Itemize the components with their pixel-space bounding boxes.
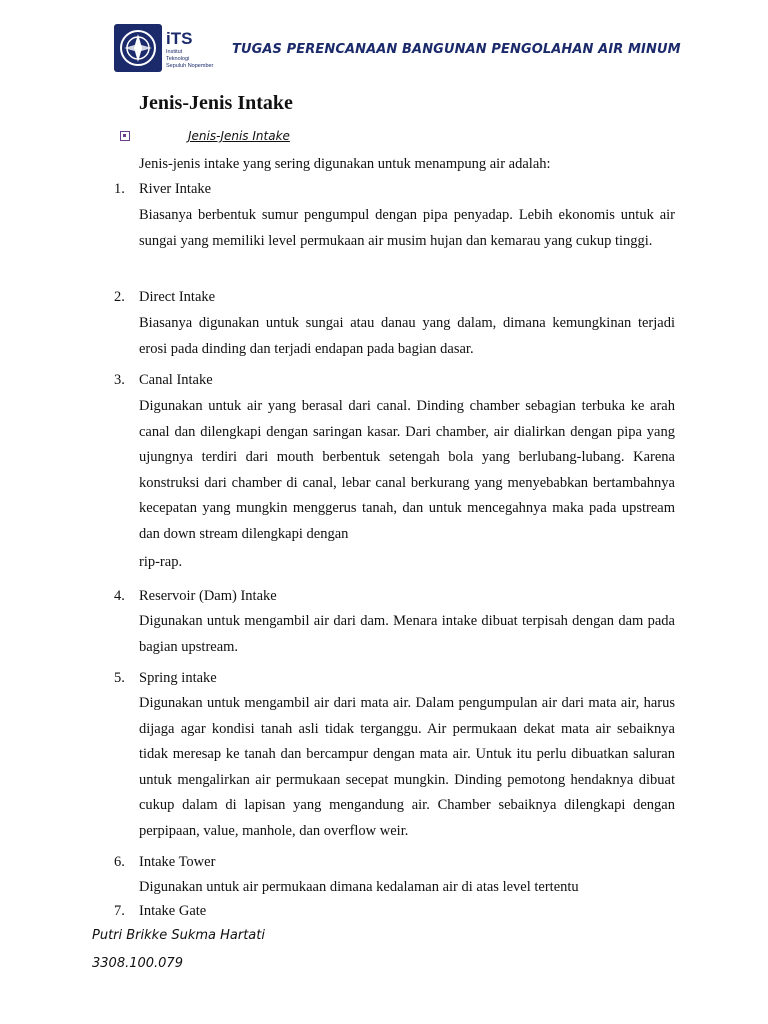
list-item-description: Digunakan untuk mengambil air dari dam. Menara intake dibuat terpisah dengan dam pada bagian upstream. — [139, 613, 675, 655]
section-heading-row — [117, 128, 417, 148]
list-item-title: 1. River Intake — [114, 181, 212, 197]
list-item-description: Biasanya berbentuk sumur pengumpul dengan pipa penyadap. Lebih ekonomis untuk air sungai yang memiliki level permukaan air musim hujan dan kemarau yang cukup tinggi. — [139, 207, 675, 249]
section-heading: Jenis-Jenis Intake — [188, 129, 290, 143]
footer-student-id: 3308.100.079 — [92, 956, 183, 971]
its-seal-icon — [112, 22, 222, 74]
list-item-title: 7. Intake Gate — [114, 903, 207, 919]
list-item-description: Digunakan untuk mengambil air dari mata air. Dalam pengumpulan air dari mata air, harus dijaga agar kondisi tanah asli tidak terganggu. Air permukaan dekat mata air sebaiknya tidak meresap ke tanah dan bercampur dengan mata air. Untuk itu perlu dibuatkan saluran untuk mengalirkan air permukaan secepat mungkin. Dinding pemotong hendaknya dibuat cukup dalam di lapisan yang mengandung air. Chamber sebaiknya dilengkapi dengan perpipaan, value, manhole, dan overflow weir. — [139, 695, 675, 839]
svg-text:Sepuluh Nopember: Sepuluh Nopember — [166, 63, 214, 69]
footer-author: Putri Brikke Sukma Hartati — [92, 928, 265, 943]
list-item-title: 2. Direct Intake — [114, 289, 216, 305]
svg-text:Institut: Institut — [166, 49, 183, 55]
list-item-description-continuation: rip-rap. — [139, 554, 183, 570]
list-item-title: 3. Canal Intake — [114, 372, 213, 388]
intro-text: Jenis-jenis intake yang sering digunakan untuk menampung air adalah: — [139, 156, 551, 172]
list-item-title: 6. Intake Tower — [114, 854, 216, 870]
logo-text: iTS — [166, 29, 193, 48]
list-item-description: Biasanya digunakan untuk sungai atau danau yang dalam, dimana kemungkinan terjadi erosi pada dinding dan terjadi endapan pada bagian dasar. — [139, 315, 675, 357]
page-title: Jenis-Jenis Intake — [139, 92, 293, 114]
list-item-description: Digunakan untuk air permukaan dimana kedalaman air di atas level tertentu — [139, 879, 579, 895]
list-item-title: 5. Spring intake — [114, 670, 217, 686]
its-logo — [112, 22, 222, 74]
svg-text:Teknologi: Teknologi — [166, 56, 190, 62]
list-item-description: Digunakan untuk air yang berasal dari canal. Dinding chamber sebagian terbuka ke arah canal dan dilengkapi dengan saringan kasar. Dari chamber, air dialirkan dengan pipa yang ujungnya terdiri dari mouth berbentuk setengah bola yang berlubang-lubang. Karena konstruksi dari chamber di canal, lebar canal berkurang yang menyebabkan bertambahnya kecepatan yang mungkin menggerus tanah, dan untuk mencegahnya maka pada upstream dan down stream dilengkapi dengan — [139, 398, 675, 542]
square-bullet-icon — [120, 131, 130, 141]
list-item-title: 4. Reservoir (Dam) Intake — [114, 588, 277, 604]
header-title: TUGAS PERENCANAAN BANGUNAN PENGOLAHAN AIR MINUM — [232, 42, 681, 57]
